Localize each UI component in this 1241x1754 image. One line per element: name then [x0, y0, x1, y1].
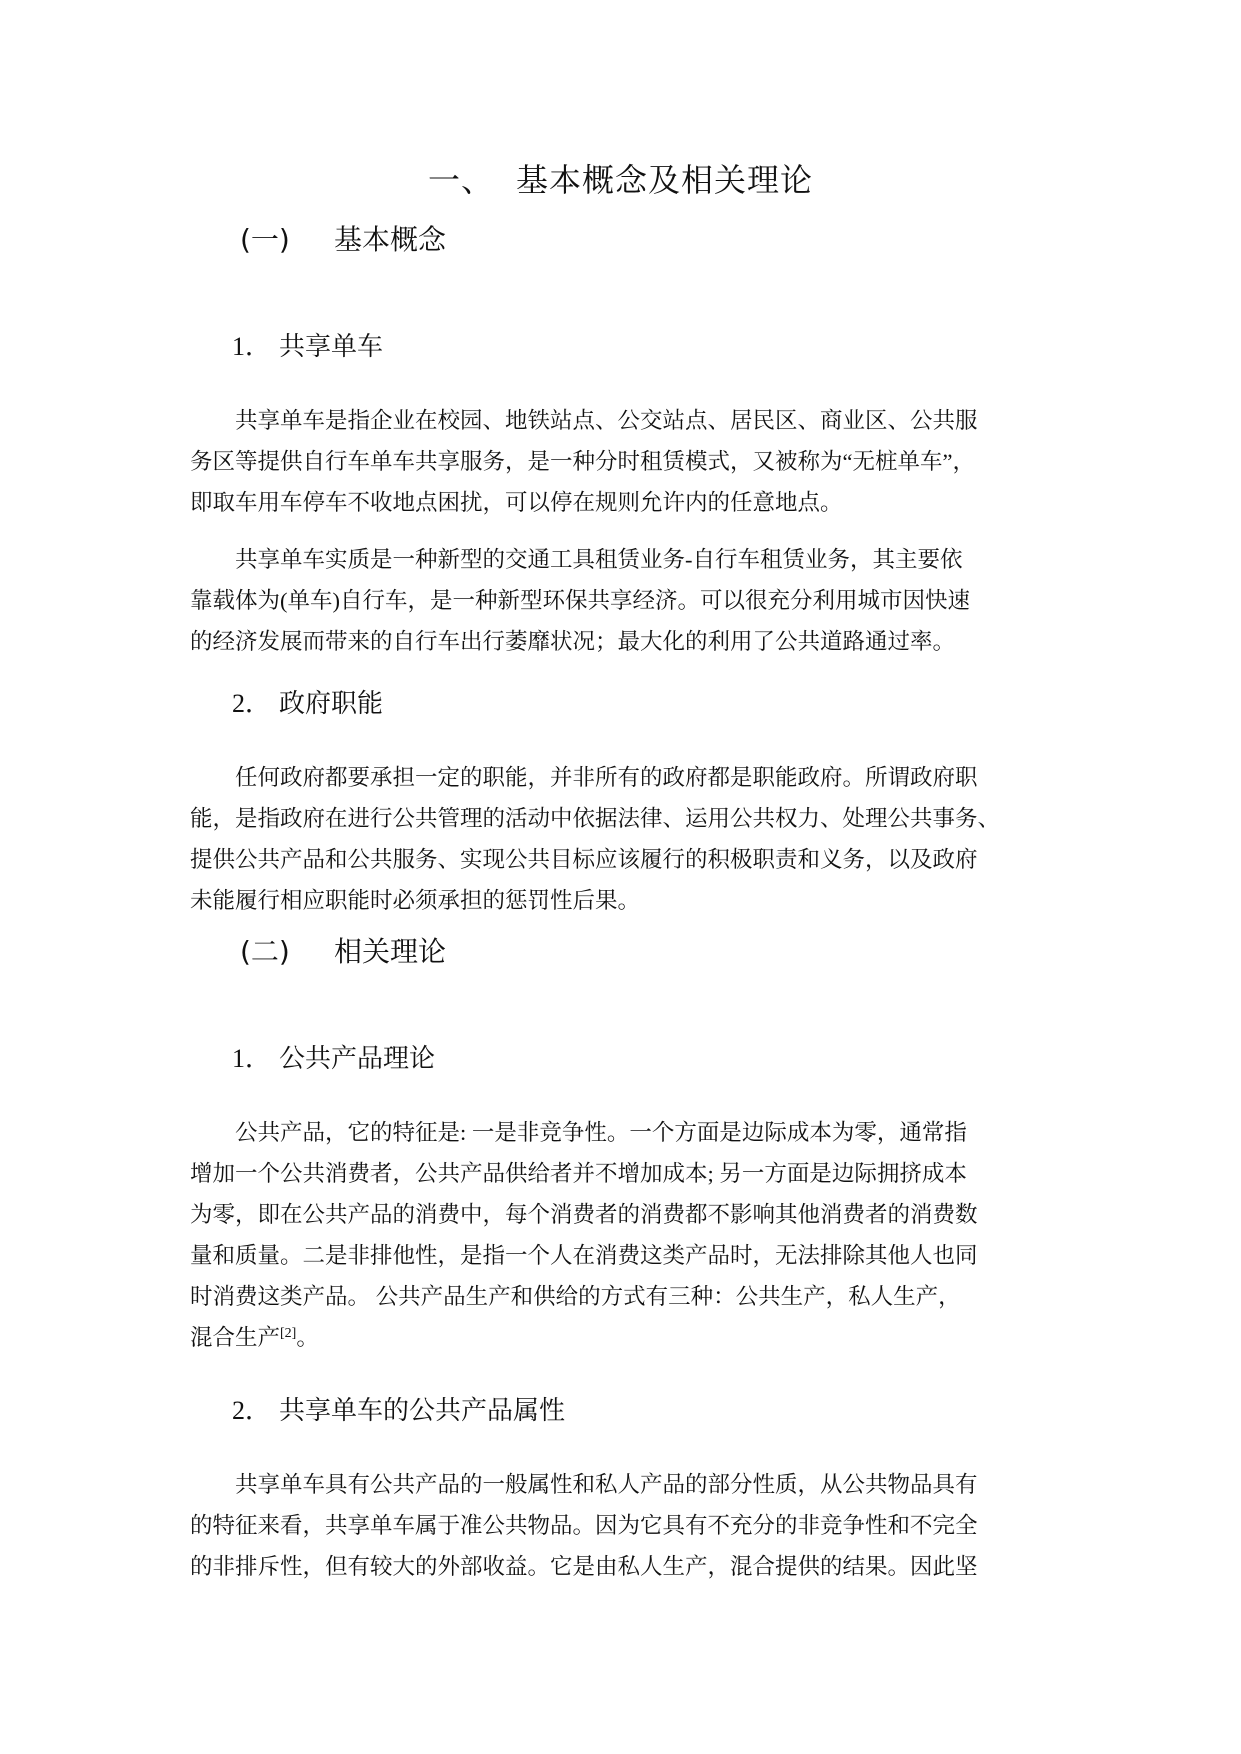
paragraph-public-goods-theory [190, 1112, 1066, 1358]
paragraph-bike-public-goods [190, 1464, 1066, 1587]
text-line-content: 混合生产 [190, 1325, 281, 1350]
subsection-number: 1． [232, 332, 272, 361]
subsection-title: 公共产品理论 [279, 1044, 436, 1074]
section-number: (一) [240, 223, 290, 256]
section-heading-2 [240, 934, 446, 970]
text-line: 时消费这类产品。 公共产品生产和供给的方式有三种：公共生产，私人生产， [190, 1284, 961, 1309]
subsection-title: 政府职能 [279, 689, 384, 719]
text-line: 的经济发展而带来的自行车出行萎靡状况；最大化的利用了公共道路通过率。 [190, 629, 956, 654]
section-title: 相关理论 [334, 935, 447, 968]
text-line: 的非排斥性，但有较大的外部收益。它是由私人生产，混合提供的结果。因此坚 [190, 1554, 978, 1579]
text-line: 未能履行相应职能时必须承担的惩罚性后果。 [190, 888, 641, 913]
subsection-title: 共享单车 [279, 332, 384, 362]
subsection-title: 共享单车的公共产品属性 [279, 1396, 566, 1426]
text-line: 务区等提供自行车单车共享服务，是一种分时租赁模式，又被称为“无桩单车”， [190, 449, 975, 474]
text-line: 任何政府都要承担一定的职能，并非所有的政府都是职能政府。所谓政府职 [235, 765, 978, 790]
chapter-number: 一、 [427, 161, 494, 199]
subsection-heading-public-goods-theory [232, 1042, 435, 1076]
text-line: 能，是指政府在进行公共管理的活动中依据法律、运用公共权力、处理公共事务、 [190, 806, 1001, 831]
text-line [190, 1317, 1066, 1358]
paragraph-bike-sharing-nature [190, 539, 1066, 662]
paragraph-bike-sharing-definition [190, 400, 1066, 523]
subsection-heading-government-function [232, 687, 383, 721]
subsection-number: 2． [232, 1396, 272, 1425]
text-line: 增加一个公共消费者，公共产品供给者并不增加成本; 另一方面是边际拥挤成本 [190, 1161, 967, 1186]
section-number: (二) [240, 935, 290, 968]
text-line: 共享单车实质是一种新型的交通工具租赁业务-自行车租赁业务，其主要依 [235, 547, 963, 572]
section-heading-1 [240, 222, 446, 258]
text-line: 为零，即在公共产品的消费中，每个消费者的消费都不影响其他消费者的消费数 [190, 1202, 978, 1227]
chapter-heading [0, 160, 1241, 200]
citation-reference[interactable]: [2] [280, 1326, 297, 1341]
text-line: 量和质量。二是非排他性，是指一个人在消费这类产品时，无法排除其他人也同 [190, 1243, 978, 1268]
subsection-heading-bike-sharing [232, 330, 383, 364]
subsection-heading-bike-public-goods [232, 1394, 565, 1428]
section-title: 基本概念 [334, 223, 447, 256]
text-line: 公共产品，它的特征是: 一是非竞争性。一个方面是边际成本为零，通常指 [235, 1120, 967, 1145]
text-line: 即取车用车停车不收地点困扰，可以停在规则允许内的任意地点。 [190, 490, 843, 515]
text-line-end: 。 [296, 1325, 319, 1350]
subsection-number: 2． [232, 689, 272, 718]
text-line: 共享单车是指企业在校园、地铁站点、公交站点、居民区、商业区、公共服 [235, 408, 978, 433]
text-line: 提供公共产品和公共服务、实现公共目标应该履行的积极职责和义务，以及政府 [190, 847, 978, 872]
paragraph-government-function [190, 757, 1066, 921]
text-line: 的特征来看，共享单车属于准公共物品。因为它具有不充分的非竞争性和不完全 [190, 1513, 978, 1538]
chapter-title: 基本概念及相关理论 [516, 161, 814, 199]
text-line: 靠载体为(单车)自行车，是一种新型环保共享经济。可以很充分利用城市因快速 [190, 588, 970, 613]
subsection-number: 1． [232, 1044, 272, 1073]
text-line: 共享单车具有公共产品的一般属性和私人产品的部分性质，从公共物品具有 [235, 1472, 978, 1497]
